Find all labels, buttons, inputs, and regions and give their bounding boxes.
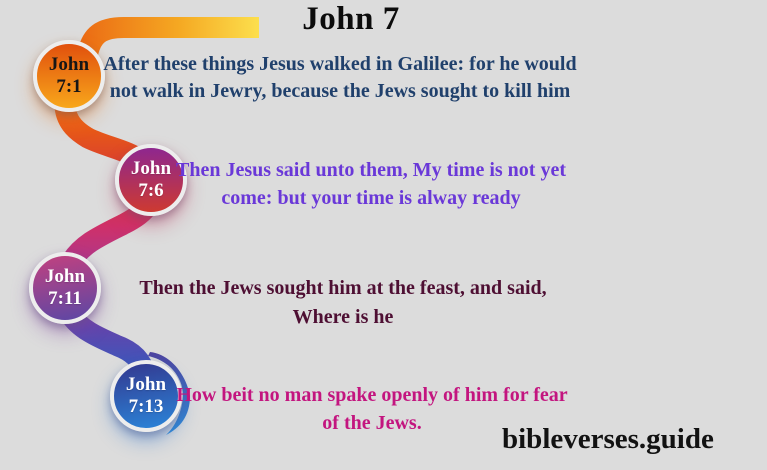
badge-book-label: John: [125, 374, 167, 396]
verse-line: How beit no man spake openly of him for fear: [176, 384, 568, 406]
verse-line: After these things Jesus walked in Galilee: for he would: [103, 53, 577, 75]
watermark-site-name: bibleverses.guide: [502, 423, 714, 455]
badge-verse-label: 7:1: [56, 76, 82, 97]
verse-text-john-7-1: [100, 51, 580, 105]
badge-book-label: John: [130, 158, 172, 180]
badge-verse-label: 7:13: [128, 396, 164, 417]
verse-line: Then Jesus said unto them, My time is not yet: [175, 159, 566, 181]
badge-verse-label: 7:6: [138, 180, 164, 201]
verse-line: come: but your time is alway ready: [221, 187, 521, 209]
verse-text-john-7-11: [113, 274, 573, 332]
verse-line: of the Jews.: [322, 412, 422, 434]
badge-verse-label: 7:11: [48, 288, 82, 309]
verse-badge-john-7-11: [29, 252, 101, 324]
badge-book-label: John: [48, 54, 90, 76]
verse-badge-john-7-1: [33, 40, 105, 112]
badge-book-label: John: [44, 266, 86, 288]
ribbon-snake-path: [63, 70, 153, 380]
verse-text-john-7-6: [161, 156, 581, 212]
page-title: John 7: [302, 1, 400, 37]
verse-line: not walk in Jewry, because the Jews sought to kill him: [109, 80, 571, 102]
verse-line: Then the Jews sought him at the feast, and said,: [139, 277, 547, 299]
verse-line: Where is he: [292, 306, 394, 328]
